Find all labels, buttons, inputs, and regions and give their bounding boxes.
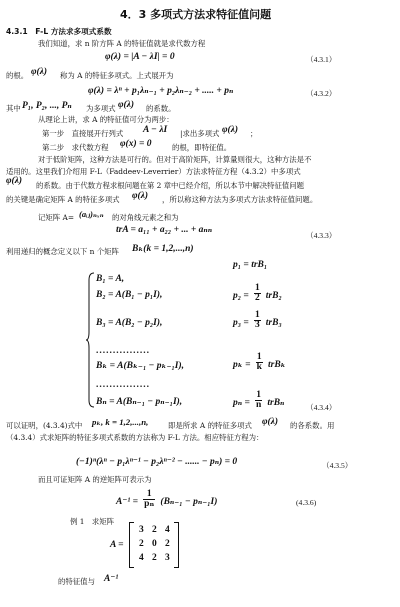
matrix-cell: 2 bbox=[165, 539, 170, 549]
step-text: |求出多项式 bbox=[180, 129, 220, 138]
equation-number: （4.3.5） bbox=[322, 461, 353, 470]
recursion-b1: B₁ = A, bbox=[96, 274, 125, 284]
paragraph-text: 的对角线元素之和为 bbox=[112, 213, 179, 222]
equation-number: （4.3.3） bbox=[306, 231, 337, 240]
matrix-cell: 2 bbox=[152, 553, 157, 563]
inline-math: φ(x) = 0 bbox=[120, 139, 152, 149]
fraction: $\frac{1}{2}$ bbox=[254, 283, 260, 303]
equation-4-3-5: (−1)ⁿ(λⁿ − p₁λⁿ⁻¹ − p₂λⁿ⁻² − ...... − pₙ) = 0 bbox=[76, 457, 238, 467]
inline-math: A⁻¹ bbox=[104, 574, 119, 584]
paragraph-text: 记矩阵 A= bbox=[38, 213, 75, 222]
fraction: $\frac{1}{\text{pₙ}}$ bbox=[144, 489, 155, 509]
matrix-cell: 2 bbox=[152, 525, 157, 535]
paragraph-text: 其中 bbox=[6, 104, 21, 113]
step-text: 第二步 求代数方程 bbox=[42, 143, 109, 152]
inline-math: A − λI bbox=[143, 125, 168, 135]
paragraph-text: 对于低阶矩阵，这种方法是可行的。但对于高阶矩阵，计算量则很大，这种方法是不 bbox=[38, 155, 312, 164]
step-text: ； bbox=[250, 129, 258, 138]
equation-number: （4.3.2） bbox=[306, 89, 337, 98]
recursion-p2: p₂ = $\frac{1}{2}$ trB₂ bbox=[233, 283, 282, 303]
paragraph-text: 可以证明，(4.3.4)式中 bbox=[6, 421, 83, 430]
equation-4-3-1: φ(λ) = |A − λI| = 0 bbox=[105, 52, 175, 62]
matrix-cell: 3 bbox=[139, 525, 144, 535]
equation-4-3-2: φ(λ) = λⁿ + p₁λₙ₋₁ + p₂λₙ₋₂ + ..... + pₙ bbox=[88, 86, 234, 96]
equation-number: （4.3.1） bbox=[306, 55, 337, 64]
paragraph-text: 的各系数。用 bbox=[290, 421, 335, 430]
subsection-title: 4.3.1 F-L 方法求多项式系数 bbox=[6, 27, 112, 36]
equation-number: （4.3.4） bbox=[306, 403, 337, 412]
paragraph-text: 我们知道，求 n 阶方阵 A 的特征值就是求代数方程 bbox=[38, 39, 206, 48]
paragraph-text: 的特征值与 bbox=[58, 577, 95, 586]
equation-4-3-6: A⁻¹ = $\frac{1}{\text{pₙ}}$ (Bₙ₋₁ − pₙ₋₁I) bbox=[116, 489, 218, 509]
matrix-cell: 3 bbox=[165, 553, 170, 563]
matrix bbox=[129, 522, 179, 568]
inline-math: Bₖ(k = 1,2,...,n) bbox=[132, 244, 194, 254]
paragraph-text: 从理论上讲，求 A 的特征值可分为两步： bbox=[38, 115, 174, 124]
recursion-p3: p₃ = $\frac{1}{3}$ trB₃ bbox=[233, 310, 282, 330]
recursion-dots: ................ bbox=[96, 346, 150, 356]
matrix-cell: 0 bbox=[152, 539, 157, 549]
equation-number: (4.3.6) bbox=[296, 498, 317, 507]
paragraph-text: ，所以称这种方法为多项式方法求特征值问题。 bbox=[162, 195, 318, 204]
fraction: $\frac{1}{n}$ bbox=[255, 390, 262, 410]
fraction: $\frac{1}{3}$ bbox=[254, 310, 260, 330]
left-brace bbox=[86, 272, 95, 408]
paragraph-text: 适用的。这里我们介绍用 F-L（Faddeev-Leverrier）方法求特征方程（4.3.2）中多项式 bbox=[6, 167, 301, 176]
paragraph-text: 的根。 bbox=[6, 71, 29, 80]
inline-math: φ(λ) bbox=[31, 67, 48, 77]
recursion-p1: p₁ = trB₁ bbox=[233, 260, 268, 270]
recursion-dots: ................ bbox=[96, 380, 150, 390]
step-text: 的根，即特征值。 bbox=[172, 143, 232, 152]
inline-math: φ(λ) bbox=[132, 191, 149, 201]
matrix-cell: 4 bbox=[139, 553, 144, 563]
recursion-bn: Bₙ = A(Bₙ₋₁ − pₙ₋₁I), bbox=[96, 397, 183, 407]
recursion-b3: B₃ = A(B₂ − p₂I), bbox=[96, 318, 163, 328]
inline-math: pₖ, k = 1,2,...,n, bbox=[92, 417, 149, 427]
recursion-bk: Bₖ = A(Bₖ₋₁ − pₖ₋₁I), bbox=[96, 361, 185, 371]
paragraph-text: 称为 A 的特征多项式。上式展开为 bbox=[60, 71, 174, 80]
inline-math: φ(λ) bbox=[262, 417, 279, 427]
matrix-cell: 4 bbox=[165, 525, 170, 535]
paragraph-text: 的系数。 bbox=[146, 104, 176, 113]
inline-math: (aᵢⱼ)ₙₓₙ bbox=[79, 209, 104, 219]
step-text: 第一步 直接展开行列式 bbox=[42, 129, 124, 138]
matrix-cell: 2 bbox=[139, 539, 144, 549]
inline-math: φ(λ) bbox=[222, 125, 239, 135]
paragraph-text: （4.3.4）式求矩阵的特征多项式系数的方法称为 F-L 方法。相应特征方程为： bbox=[6, 433, 264, 442]
example-label: 例 1 求矩阵 bbox=[70, 517, 115, 526]
paragraph-text: 为多项式 bbox=[86, 104, 116, 113]
inline-math: φ(λ) bbox=[118, 100, 135, 110]
recursion-b2: B₂ = A(B₁ − p₁I), bbox=[96, 290, 163, 300]
paragraph-text: 的系数。由于代数方程求根问题在第 2 章中已经介绍，所以本节中解决特征值问题 bbox=[36, 181, 305, 190]
inline-math: φ(λ) bbox=[6, 176, 23, 186]
paragraph-text: 即是所求 A 的特征多项式 bbox=[168, 421, 252, 430]
fraction: $\frac{1}{k}$ bbox=[256, 352, 262, 372]
recursion-pk: pₖ = $\frac{1}{k}$ trBₖ bbox=[233, 352, 286, 372]
paragraph-text: 而且可证矩阵 A 的逆矩阵可表示为 bbox=[38, 475, 152, 484]
equation-4-3-3: trA = a₁₁ + a₂₂ + ... + aₙₙ bbox=[116, 225, 213, 235]
paragraph-text: 的关键是确定矩阵 A 的特征多项式 bbox=[6, 195, 120, 204]
inline-math: P₁, P₂, ..., Pₙ bbox=[22, 101, 72, 111]
section-title: 4．3 多项式方法求特征值问题 bbox=[120, 8, 272, 21]
matrix-label: A = bbox=[110, 540, 124, 550]
recursion-pn: pₙ = $\frac{1}{n}$ trBₙ bbox=[233, 390, 285, 410]
paragraph-text: 利用递归的概念定义以下 n 个矩阵 bbox=[6, 247, 119, 256]
